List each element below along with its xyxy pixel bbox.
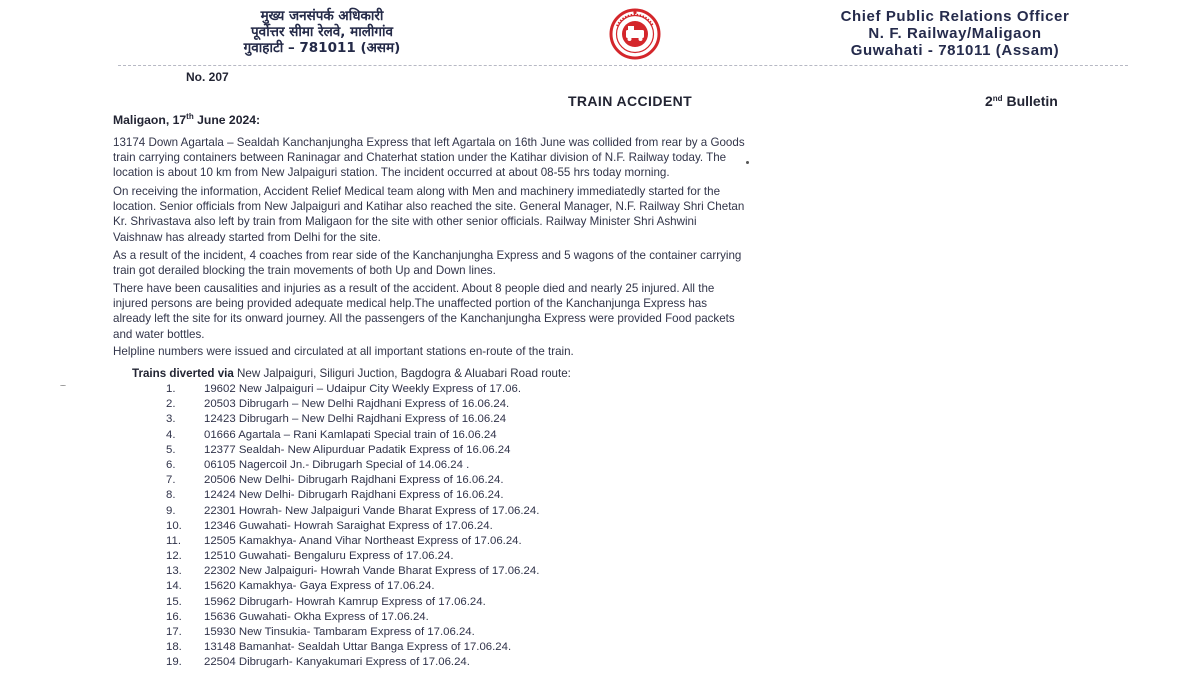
paragraph-line: already left the site for its onward journey. All the passengers of the Kanchanjungha Express were provided Food packets xyxy=(113,312,735,326)
list-item-text: 13148 Bamanhat- Sealdah Uttar Banga Express of 17.06.24. xyxy=(204,641,512,654)
list-item xyxy=(166,549,539,564)
indian-railways-emblem-icon xyxy=(609,8,661,60)
list-item-text: 20506 New Delhi- Dibrugarh Rajdhani Express of 16.06.24. xyxy=(204,474,504,487)
header-english-line: N. F. Railway/Maligaon xyxy=(868,25,1042,42)
list-item-number: 13. xyxy=(166,565,182,578)
bulletin-label xyxy=(985,94,1058,109)
list-item xyxy=(166,655,539,670)
header-english-line: Guwahati - 781011 (Assam) xyxy=(850,42,1060,59)
dateline-prefix: Maligaon, 17 xyxy=(113,113,187,127)
paragraph-line: As a result of the incident, 4 coaches from rear side of the Kanchanjungha Express and 5 wagons of the container carrying xyxy=(113,249,742,262)
header-english xyxy=(755,8,1155,59)
list-item-number: 19. xyxy=(166,656,182,669)
bulletin-ordinal: 2 xyxy=(985,93,993,109)
list-item-number: 9. xyxy=(166,504,176,517)
trains-diverted-heading xyxy=(132,366,571,381)
list-item-number: 2. xyxy=(166,398,176,411)
list-item-text: 15636 Guwahati- Okha Express of 17.06.24. xyxy=(204,610,429,623)
list-item-text: 22302 New Jalpaiguri- Howrah Vande Bharat Express of 17.06.24. xyxy=(204,565,540,578)
list-item-text: 20503 Dibrugarh – New Delhi Rajdhani Express of 16.06.24. xyxy=(204,398,510,411)
header-hindi-line: गुवाहाटी – 781011 (असम) xyxy=(243,40,401,56)
list-item-number: 17. xyxy=(166,626,182,638)
list-item-number: 6. xyxy=(166,458,176,471)
bulletin-word: Bulletin xyxy=(1002,93,1058,109)
paragraph-line: injured persons are being provided adequate medical help.The unaffected portion of the Kanchanjunga Express has xyxy=(113,297,708,311)
list-item-number: 4. xyxy=(166,428,176,441)
list-item-number: 15. xyxy=(166,595,182,608)
scan-speck xyxy=(60,385,66,386)
list-item-number: 18. xyxy=(166,641,182,654)
list-item-text: 01666 Agartala – Rani Kamlapati Special train of 16.06.24 xyxy=(204,428,497,441)
paragraph-response xyxy=(113,184,1163,245)
list-item xyxy=(166,397,539,412)
list-item-text: 06105 Nagercoil Jn.- Dibrugarh Special of 14.06.24 . xyxy=(204,458,470,471)
list-item xyxy=(166,595,539,610)
list-item xyxy=(166,534,539,549)
paragraph-line: location. Senior officials from New Jalpaiguri and Katihar also reached the site. General Manager, N.F. Railway Shri Chetan xyxy=(113,200,745,214)
list-item xyxy=(166,382,539,397)
list-item-text: 12346 Guwahati- Howrah Saraighat Express of 17.06.24. xyxy=(204,519,493,532)
list-item-number: 10. xyxy=(166,519,182,532)
trains-diverted-heading-bold: Trains diverted via xyxy=(132,367,234,380)
list-item-text: 12510 Guwahati- Bengaluru Express of 17.06.24. xyxy=(204,550,454,563)
list-item-number: 14. xyxy=(166,580,182,593)
list-item xyxy=(166,412,539,427)
paragraph-helpline xyxy=(113,344,1163,359)
trains-diverted-heading-rest: New Jalpaiguri, Siliguri Juction, Bagdogra & Aluabari Road route: xyxy=(233,367,571,380)
paragraph-line: train carrying containers between Raninagar and Chaterhat station under the Katihar division of N.F. Railway today. The xyxy=(113,151,727,165)
paragraph-derailment xyxy=(113,248,1163,278)
list-item-text: 12424 New Delhi- Dibrugarh Rajdhani Express of 16.06.24. xyxy=(204,489,504,502)
list-item-text: 22301 Howrah- New Jalpaiguri Vande Bharat Express of 17.06.24. xyxy=(204,504,540,517)
paragraph-line: Helpline numbers were issued and circulated at all important stations en-route of the train. xyxy=(113,345,574,358)
paragraph-line: There have been causalities and injuries as a result of the accident. About 8 people died and nearly 25 injured. All the xyxy=(113,282,715,295)
list-item xyxy=(166,473,539,488)
bulletin-ordinal-suffix: nd xyxy=(992,94,1003,103)
paragraph-line: On receiving the information, Accident Relief Medical team along with Men and machinery immediatedly started for the xyxy=(113,185,721,198)
list-item-text: 12423 Dibrugarh – New Delhi Rajdhani Express of 16.06.24 xyxy=(204,413,507,426)
list-item-text: 15620 Kamakhya- Gaya Express of 17.06.24. xyxy=(204,580,435,593)
list-item xyxy=(166,504,539,519)
list-item-text: 19602 New Jalpaiguri – Udaipur City Weekly Express of 17.06. xyxy=(204,383,521,395)
list-item-number: 11. xyxy=(166,534,181,547)
list-item-number: 5. xyxy=(166,443,176,456)
list-item-number: 1. xyxy=(166,383,176,395)
list-item xyxy=(166,640,539,655)
header-english-line: Chief Public Relations Officer xyxy=(840,8,1070,25)
list-item xyxy=(166,443,539,458)
list-item-number: 7. xyxy=(166,474,176,487)
paragraph-line: 13174 Down Agartala – Sealdah Kanchanjungha Express that left Agartala on 16th June was collided from rear by a Goods xyxy=(113,136,745,149)
header-hindi-line: पूर्वोत्तर सीमा रेलवे, मालीगांव xyxy=(251,24,393,40)
paragraph-incident xyxy=(113,135,1163,181)
list-item xyxy=(166,428,539,443)
dateline xyxy=(113,113,260,128)
trains-diverted-list xyxy=(166,382,539,671)
header-hindi xyxy=(192,8,452,56)
list-item xyxy=(166,458,539,473)
reference-number: No. 207 xyxy=(186,70,229,84)
list-item-number: 3. xyxy=(166,413,176,426)
list-item xyxy=(166,610,539,625)
list-item xyxy=(166,625,539,640)
list-item xyxy=(166,564,539,579)
list-item xyxy=(166,579,539,594)
list-item-text: 12377 Sealdah- New Alipurduar Padatik Express of 16.06.24 xyxy=(204,443,511,456)
list-item-text: 12505 Kamakhya- Anand Vihar Northeast Express of 17.06.24. xyxy=(204,534,522,547)
list-item-number: 16. xyxy=(166,610,182,623)
list-item-text: 15962 Dibrugarh- Howrah Kamrup Express of 17.06.24. xyxy=(204,595,486,608)
paragraph-line: Vaishnaw has already started from Delhi for the site. xyxy=(113,230,381,244)
list-item-text: 15930 New Tinsukia- Tambaram Express of 17.06.24. xyxy=(204,626,475,638)
list-item-text: 22504 Dibrugarh- Kanyakumari Express of 17.06.24. xyxy=(204,656,470,669)
list-item xyxy=(166,488,539,503)
document-title: TRAIN ACCIDENT xyxy=(567,93,693,109)
header-hindi-line: मुख्य जनसंपर्क अधिकारी xyxy=(260,8,384,24)
list-item-number: 8. xyxy=(166,489,176,502)
paragraph-line: train got derailed blocking the train movements of both Up and Down lines. xyxy=(113,264,496,278)
list-item-number: 12. xyxy=(166,550,182,563)
list-item xyxy=(166,519,539,534)
dateline-suffix: th xyxy=(186,112,194,121)
paragraph-line: location is about 10 km from New Jalpaiguri station. The incident occurred at about 08-55 hrs today morning. xyxy=(113,166,670,180)
paragraph-line: Kr. Shrivastava also left by train from Maligaon for the site with other senior officials. Railway Minister Shri Ashwini xyxy=(113,215,697,229)
dateline-rest: June 2024: xyxy=(193,113,261,127)
paragraph-casualties xyxy=(113,281,1163,342)
paragraph-line: and water bottles. xyxy=(113,327,205,341)
header-divider xyxy=(118,65,1128,66)
